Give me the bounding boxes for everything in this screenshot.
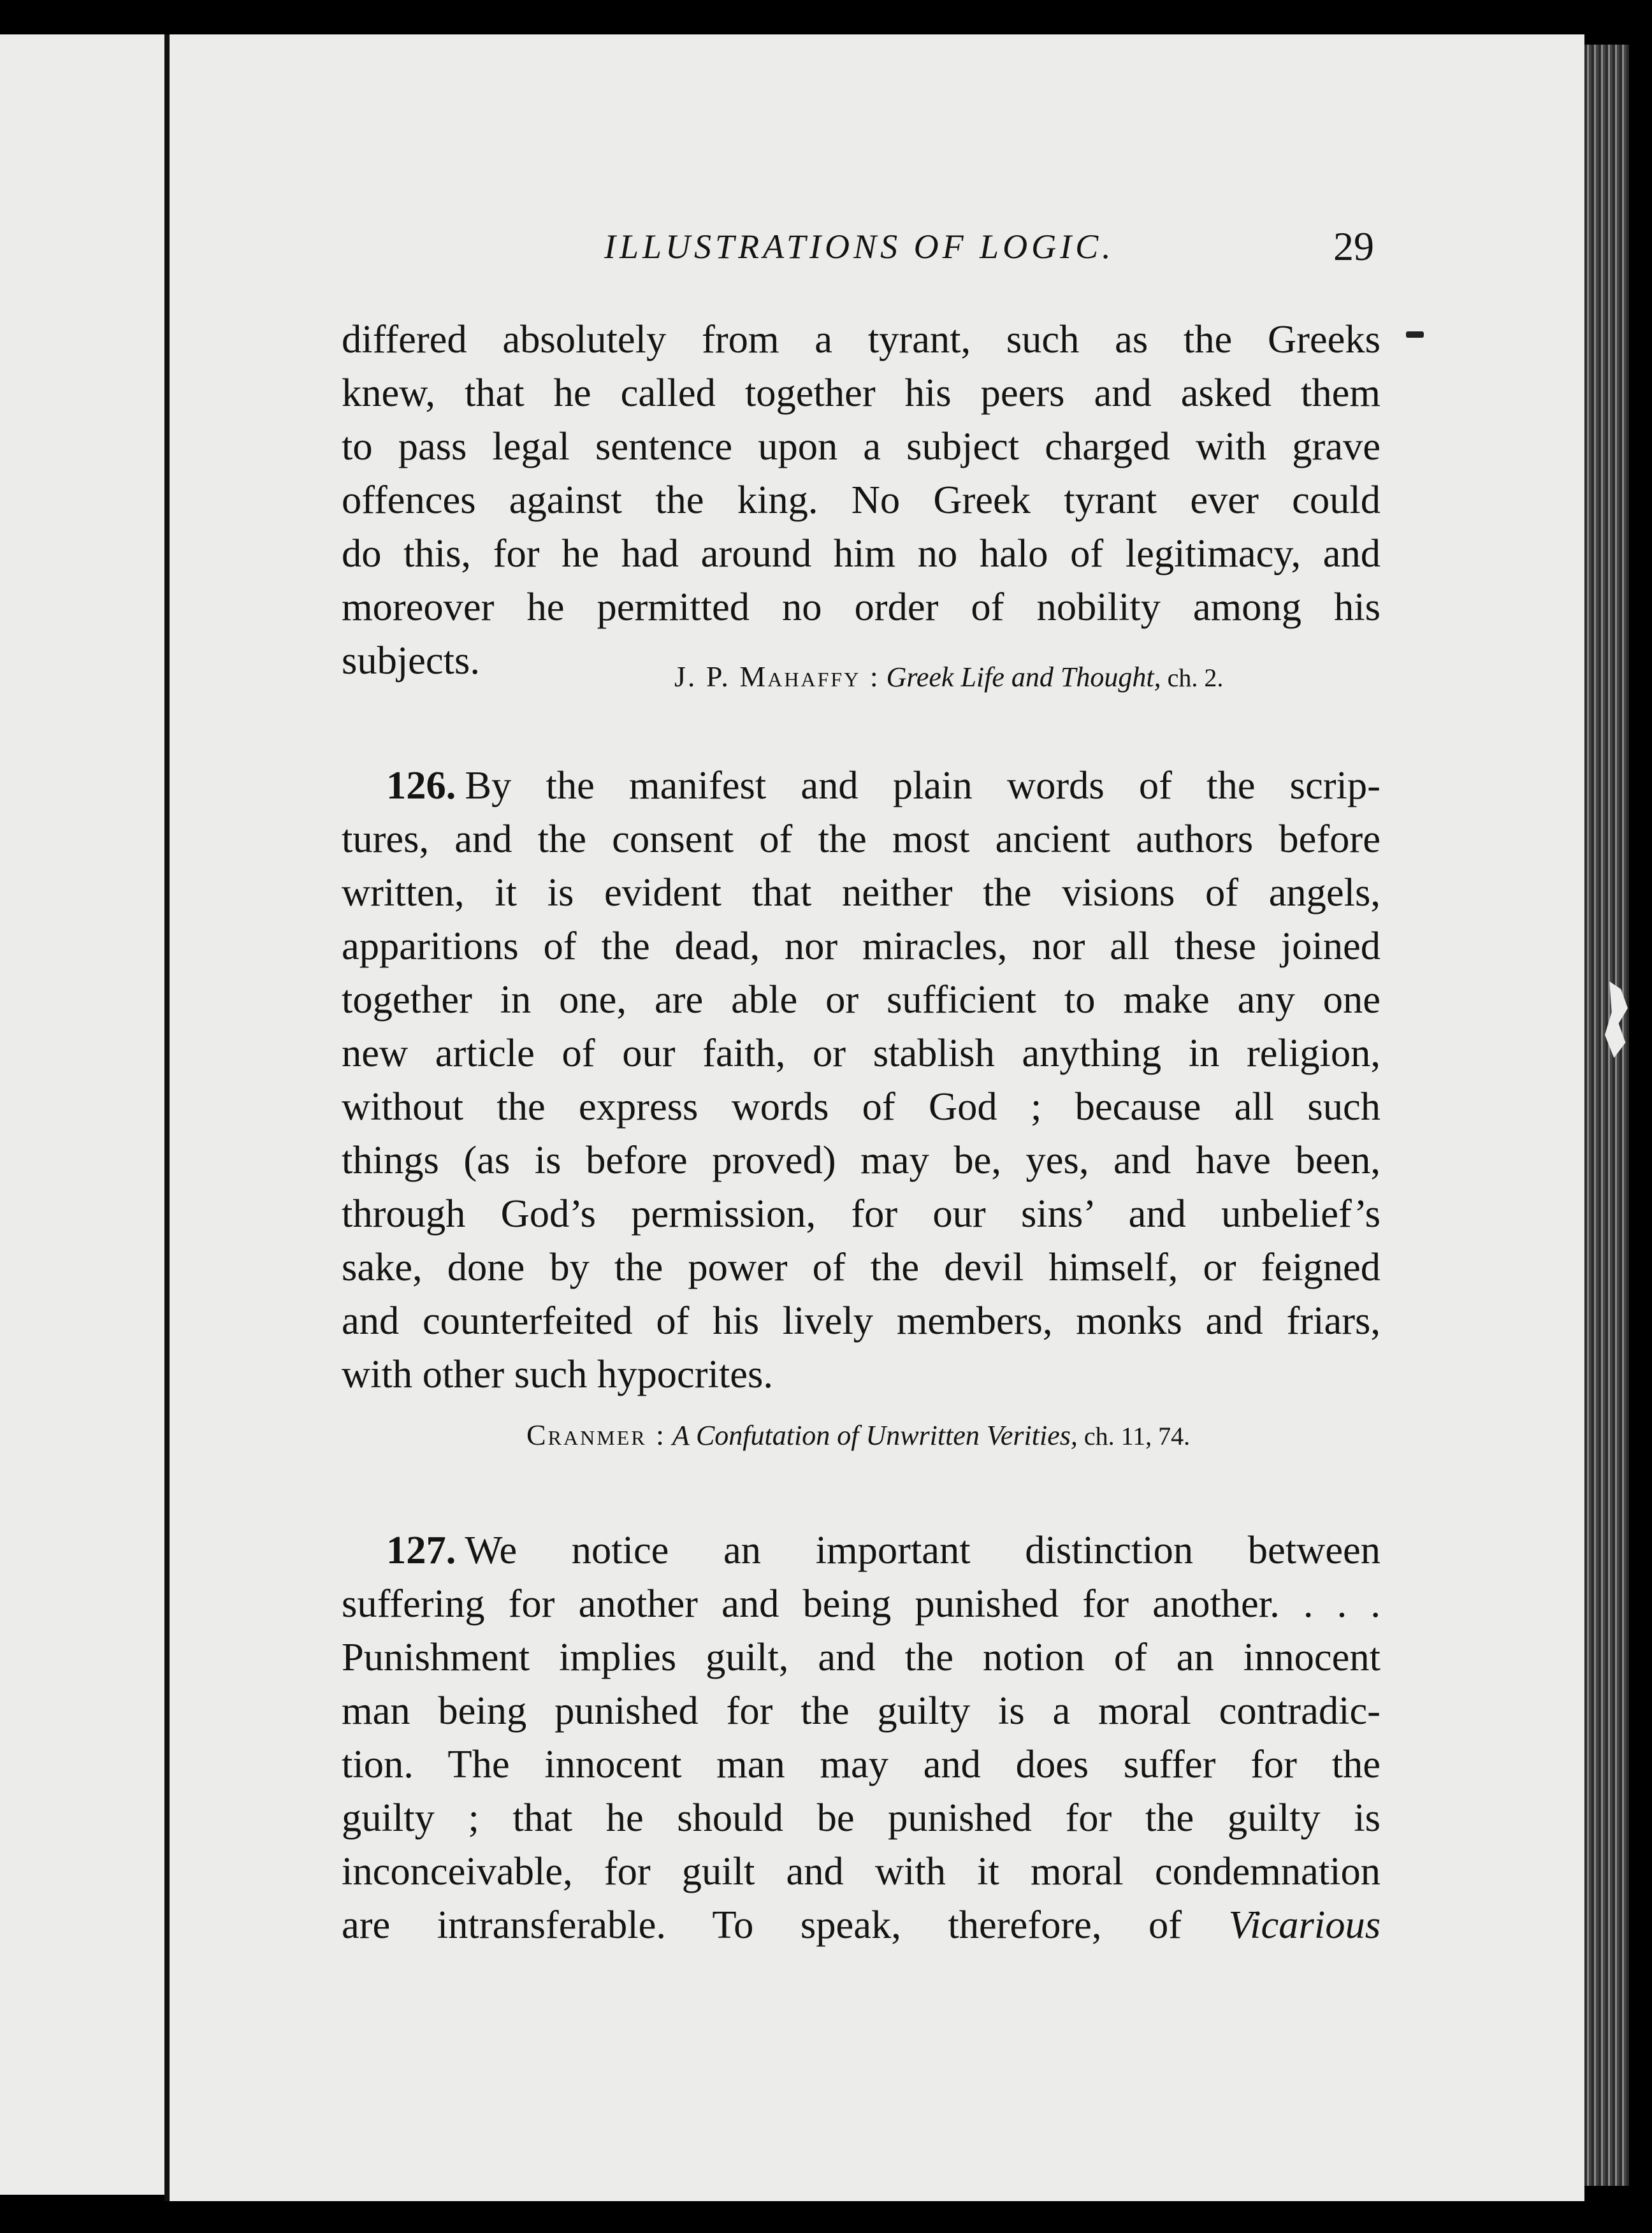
italic-term: Vicarious	[1228, 1902, 1381, 1947]
text-line: through God’s permission, for our sins’ and unbelief’s	[342, 1191, 1380, 1236]
text-line: without the express words of God ; because all such	[342, 1084, 1380, 1129]
text-line: things (as is before proved) may be, yes, and have been,	[342, 1138, 1380, 1182]
text-line: guilty ; that he should be punished for the guilty is	[342, 1795, 1380, 1840]
citation-mahaffy	[674, 660, 1223, 693]
text-line-plain: are intransferable. To speak, therefore, of	[342, 1902, 1182, 1947]
text-line: inconceivable, for guilt and with it moral condemnation	[342, 1849, 1380, 1893]
passage-continued	[342, 312, 1380, 633]
book-gutter	[164, 34, 170, 2201]
text-line	[342, 758, 1380, 812]
first-line-text: We notice an important distinction between	[465, 1528, 1380, 1572]
text-line-last: with other such hypocrites.	[342, 1352, 773, 1396]
text-line: offences against the king. No Greek tyrant ever could	[342, 477, 1380, 522]
citation-work: Greek Life and Thought,	[886, 661, 1161, 693]
text-line: written, it is evident that neither the visions of angels,	[342, 870, 1380, 914]
citation-work: A Confutation of Unwritten Verities,	[672, 1420, 1078, 1451]
page-edges	[1584, 45, 1629, 2186]
text-line: Punishment implies guilt, and the notion of an innocent	[342, 1635, 1380, 1679]
text-line: new article of our faith, or stablish anything in religion,	[342, 1030, 1380, 1075]
text-line: apparitions of the dead, nor miracles, nor all these joined	[342, 923, 1380, 968]
text-line	[342, 1898, 1380, 1951]
citation-author: J. P. Mahaffy :	[674, 660, 880, 693]
item-number: 126.	[386, 763, 456, 807]
text-line: do this, for he had around him no halo of legitimacy, and	[342, 531, 1380, 575]
citation-cranmer	[526, 1418, 1190, 1452]
text-line: tion. The innocent man may and does suffer for the	[342, 1742, 1380, 1786]
item-126	[342, 758, 1380, 1401]
first-line-text: By the manifest and plain words of the scrip-	[465, 763, 1380, 807]
facing-page-edge	[0, 34, 164, 2195]
text-line: moreover he permitted no order of nobility among his	[342, 584, 1380, 629]
text-line: and counterfeited of his lively members, monks and friars,	[342, 1298, 1380, 1343]
text-line: man being punished for the guilty is a moral contradic-	[342, 1688, 1380, 1733]
item-127	[342, 1523, 1380, 1951]
text-line: to pass legal sentence upon a subject charged with grave	[342, 424, 1380, 468]
text-line: suffering for another and being punished for another. . . .	[342, 1581, 1380, 1626]
text-line	[342, 1523, 1380, 1577]
ink-speck	[1406, 331, 1424, 338]
page-number: 29	[1333, 224, 1374, 269]
text-line: tures, and the consent of the most ancient authors before	[342, 816, 1380, 861]
item-number: 127.	[386, 1528, 456, 1572]
citation-location: ch. 11, 74.	[1083, 1422, 1191, 1450]
citation-location: ch. 2.	[1167, 663, 1224, 692]
citation-author: Cranmer :	[526, 1419, 666, 1451]
running-head: ILLUSTRATIONS OF LOGIC.	[604, 228, 1115, 266]
text-line: sake, done by the power of the devil himself, or feigned	[342, 1245, 1380, 1289]
text-line: differed absolutely from a tyrant, such as the Greeks	[342, 317, 1380, 361]
text-line: together in one, are able or sufficient to make any one	[342, 977, 1380, 1022]
text-line-last: subjects.	[342, 638, 480, 683]
text-line: knew, that he called together his peers and asked them	[342, 370, 1380, 415]
